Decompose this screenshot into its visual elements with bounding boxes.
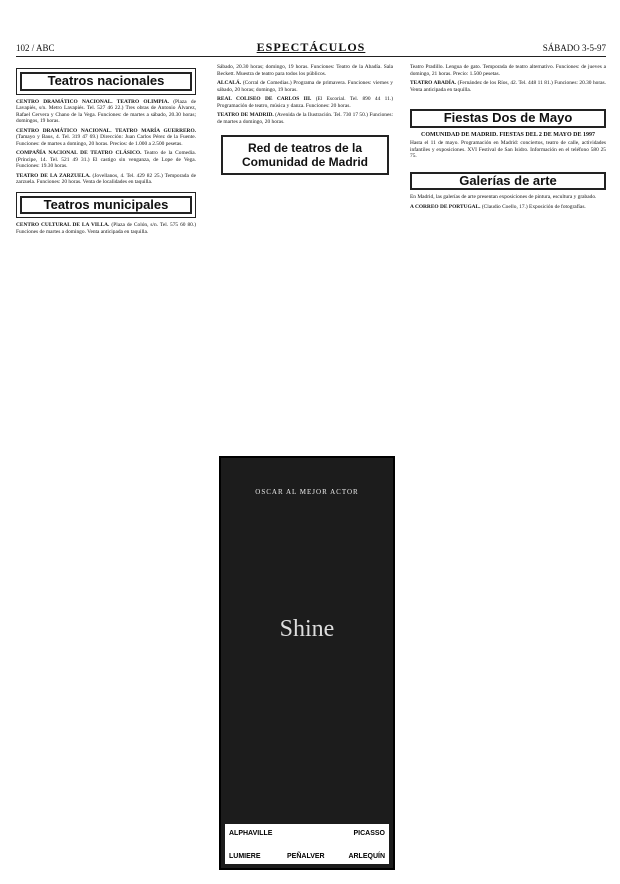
column-1	[16, 64, 196, 238]
listing-venue: CENTRO CULTURAL DE LA VILLA.	[16, 222, 110, 228]
ad-film-title: Shine	[279, 616, 335, 642]
column-2	[217, 64, 393, 185]
listing-entry	[410, 64, 606, 77]
col2-list-top	[217, 64, 393, 125]
listing-text: (Claudio Coello, 17.) Exposición de fotografías.	[481, 203, 586, 210]
listing-entry	[16, 222, 196, 235]
ad-logo-2: PICASSO	[353, 830, 385, 837]
column-3	[410, 64, 606, 213]
listing-entry	[217, 64, 393, 77]
teatros-nacionales-heading: Teatros nacionales	[20, 72, 192, 91]
ad-logo-1: ALPHAVILLE	[229, 830, 273, 837]
page-date: SÁBADO 3-5-97	[542, 43, 606, 53]
listing-entry	[16, 99, 196, 125]
listing-entry	[410, 140, 606, 160]
listing-text: (Avenida de la Ilustración. Tel. 730 17 50.) Funciones: de martes a domingo, 20 horas.	[217, 112, 393, 125]
fiestas-heading: Fiestas Dos de Mayo	[410, 109, 606, 128]
listing-entry	[410, 204, 606, 211]
listing-venue: CENTRO DRAMÁTICO NACIONAL. TEATRO OLIMPIA.	[16, 98, 169, 105]
listing-text: (Tamayo y Baus, 4. Tel. 319 47 69.) Dirección: Juan Carlos Pérez de la Fuente. Funciones: de martes a domingo, 20 horas. Precios: de 1.000 a 2.500 pesetas.	[16, 134, 196, 147]
listing-text: Sábado, 20.30 horas; domingo, 19 horas. Funciones: Teatro de la Abadía. Sala Beckett. Muestra de teatro para todos los públicos.	[217, 64, 393, 77]
listing-text: (Fernández de los Ríos, 42. Tel. 448 11 81.) Funciones: 20.30 horas. Venta anticipada en taquilla.	[410, 80, 606, 93]
listing-text: Teatro de la Comedia. (Príncipe, 14. Tel. 521 49 31.) El castigo sin venganza, de Lope de Vega. Funciones: 19.30 horas.	[16, 150, 196, 169]
cinema-2: PEÑALVER	[287, 853, 325, 860]
listing-venue: CENTRO DRAMÁTICO NACIONAL. TEATRO MARÍA GUERRERO.	[16, 127, 196, 134]
ad-footer	[225, 824, 389, 864]
listing-entry	[16, 173, 196, 186]
cinema-1: LUMIERE	[229, 853, 261, 860]
listing-venue: A CORREO DE PORTUGAL.	[410, 203, 481, 210]
film-advertisement	[219, 456, 395, 870]
listing-text: (Plaza de Lavapiés, s/n. Metro Lavapiés. Tel. 527 46 22.) Tres obras de Antonio Álvarez, Rafael Cervera y Chano de la Vega. Funciones: de martes a sábado, 20.30 horas; domingos, 19 horas.	[16, 98, 197, 124]
galerias-list	[410, 194, 606, 210]
listing-entry	[217, 80, 393, 93]
teatros-municipales-heading: Teatros municipales	[20, 196, 192, 215]
nacionales-list	[16, 99, 196, 186]
section-title: ESPECTÁCULOS	[256, 40, 366, 54]
page-header	[16, 40, 606, 57]
listing-entry	[410, 80, 606, 93]
listing-venue: ALCALÁ.	[217, 80, 242, 86]
col3-list-top	[410, 64, 606, 93]
listing-entry	[410, 194, 606, 201]
listing-entry	[217, 96, 393, 109]
listing-entry	[16, 128, 196, 148]
listing-venue: COMPAÑÍA NACIONAL DE TEATRO CLÁSICO.	[16, 150, 142, 156]
listing-venue: TEATRO DE MADRID.	[217, 112, 274, 118]
listing-text: (El Escorial. Tel. 890 44 11.) Programación de teatro, música y danza. Funciones: 20 horas.	[217, 96, 393, 109]
listing-entry	[217, 112, 393, 125]
page-number: 102 / ABC	[16, 43, 55, 53]
listing-text: (Corral de Comedias.) Programa de primavera. Funciones: viernes y sábado, 20 horas; domingo, 19 horas.	[217, 80, 393, 93]
listing-venue: REAL COLISEO DE CARLOS III.	[217, 96, 312, 102]
listing-venue: TEATRO DE LA ZARZUELA.	[16, 172, 91, 179]
municipales-list	[16, 222, 196, 235]
listing-entry	[16, 150, 196, 170]
listing-text: En Madrid, las galerías de arte presentan exposiciones de pintura, escultura y grabado.	[410, 194, 597, 200]
listing-text: (Plaza de Colón, s/n. Tel. 575 60 80.) Funciones de martes a domingo. Venta anticipada en taquilla.	[16, 222, 196, 235]
fiestas-list	[410, 140, 606, 160]
listing-text: (Jovellanos, 4. Tel. 429 82 25.) Temporada de zarzuela. Funciones: 20 horas. Venta de localidades en taquilla.	[16, 172, 196, 185]
listing-venue: TEATRO ABADÍA.	[410, 80, 457, 86]
listing-text: Hasta el 11 de mayo. Programación en Madrid: conciertos, teatro de calle, actividades infantiles y exposiciones. XVI Festival de San Isidro. Información en el teléfono 580 25 75.	[410, 140, 606, 159]
listing-text: Teatro Pradillo. Lengua de gato. Temporada de teatro alternativo. Funciones: de jueves a domingo, 21 horas. Precio: 1.500 pesetas.	[410, 64, 606, 77]
cinema-3: ARLEQUÍN	[348, 853, 385, 860]
ad-title: OSCAR AL MEJOR ACTOR	[255, 488, 359, 496]
galerias-heading: Galerías de arte	[410, 172, 606, 191]
red-teatros-heading: Red de teatros de la Comunidad de Madrid	[221, 135, 389, 175]
fiestas-subheading: COMUNIDAD DE MADRID. FIESTAS DEL 2 DE MAYO DE 1997	[420, 131, 595, 138]
